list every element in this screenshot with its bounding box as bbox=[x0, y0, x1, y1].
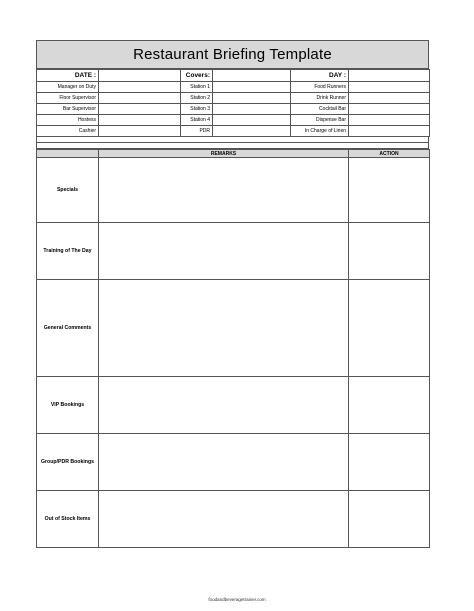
action-field[interactable] bbox=[349, 158, 430, 223]
station-name-field[interactable] bbox=[213, 115, 291, 126]
staff-name-field[interactable] bbox=[99, 126, 181, 137]
staff-name-field[interactable] bbox=[99, 104, 181, 115]
date-label: DATE : bbox=[37, 70, 99, 82]
remarks-field[interactable] bbox=[99, 491, 349, 548]
action-field[interactable] bbox=[349, 491, 430, 548]
date-field[interactable] bbox=[99, 70, 181, 82]
staff-row bbox=[37, 93, 430, 104]
remarks-field[interactable] bbox=[99, 377, 349, 434]
footer-url: foodandbeveragetrainer.com bbox=[208, 597, 266, 602]
remarks-row bbox=[37, 491, 430, 548]
action-field[interactable] bbox=[349, 223, 430, 280]
staff-role-label: Hostess bbox=[37, 115, 99, 126]
staff-row bbox=[37, 82, 430, 93]
section-label: Group/PDR Bookings bbox=[37, 434, 99, 491]
station-label: Station 4 bbox=[181, 115, 213, 126]
staff-name-field[interactable] bbox=[99, 115, 181, 126]
remarks-field[interactable] bbox=[99, 158, 349, 223]
support-name-field[interactable] bbox=[349, 93, 430, 104]
section-label: General Comments bbox=[37, 280, 99, 377]
staff-role-label: Bar Supervisor bbox=[37, 104, 99, 115]
staff-row bbox=[37, 115, 430, 126]
section-label: Out of Stock Items bbox=[37, 491, 99, 548]
info-grid bbox=[36, 69, 430, 137]
support-role-label: Food Runners bbox=[291, 82, 349, 93]
day-field[interactable] bbox=[349, 70, 430, 82]
support-name-field[interactable] bbox=[349, 82, 430, 93]
covers-label: Covers: bbox=[181, 70, 213, 82]
support-name-field[interactable] bbox=[349, 126, 430, 137]
remarks-field[interactable] bbox=[99, 223, 349, 280]
action-header: ACTION bbox=[349, 150, 430, 158]
briefing-sheet bbox=[36, 40, 429, 548]
station-name-field[interactable] bbox=[213, 93, 291, 104]
section-label: Training of The Day bbox=[37, 223, 99, 280]
remarks-row bbox=[37, 223, 430, 280]
day-label: DAY : bbox=[291, 70, 349, 82]
action-field[interactable] bbox=[349, 377, 430, 434]
section-label: VIP Bookings bbox=[37, 377, 99, 434]
remarks-header-row bbox=[37, 150, 430, 158]
support-name-field[interactable] bbox=[349, 115, 430, 126]
header-row bbox=[37, 70, 430, 82]
station-label: PDR bbox=[181, 126, 213, 137]
station-label: Station 3 bbox=[181, 104, 213, 115]
remarks-row bbox=[37, 158, 430, 223]
station-name-field[interactable] bbox=[213, 82, 291, 93]
remarks-table bbox=[36, 149, 430, 548]
remarks-field[interactable] bbox=[99, 434, 349, 491]
section-label: Specials bbox=[37, 158, 99, 223]
staff-role-label: Manager on Duty bbox=[37, 82, 99, 93]
support-role-label: Cocktail Bar bbox=[291, 104, 349, 115]
staff-name-field[interactable] bbox=[99, 82, 181, 93]
remarks-row bbox=[37, 280, 430, 377]
staff-row bbox=[37, 104, 430, 115]
action-field[interactable] bbox=[349, 280, 430, 377]
remarks-row bbox=[37, 377, 430, 434]
support-role-label: In Charge of Linen bbox=[291, 126, 349, 137]
staff-name-field[interactable] bbox=[99, 93, 181, 104]
staff-row bbox=[37, 126, 430, 137]
remarks-row bbox=[37, 434, 430, 491]
section-header-cell bbox=[37, 150, 99, 158]
station-label: Station 1 bbox=[181, 82, 213, 93]
station-label: Station 2 bbox=[181, 93, 213, 104]
station-name-field[interactable] bbox=[213, 126, 291, 137]
document-title: Restaurant Briefing Template bbox=[36, 40, 429, 69]
remarks-header: REMARKS bbox=[99, 150, 349, 158]
remarks-field[interactable] bbox=[99, 280, 349, 377]
support-role-label: Dispense Bar bbox=[291, 115, 349, 126]
support-role-label: Drink Runner bbox=[291, 93, 349, 104]
support-name-field[interactable] bbox=[349, 104, 430, 115]
staff-role-label: Cashier bbox=[37, 126, 99, 137]
action-field[interactable] bbox=[349, 434, 430, 491]
covers-field[interactable] bbox=[213, 70, 291, 82]
staff-role-label: Floor Supervisor bbox=[37, 93, 99, 104]
station-name-field[interactable] bbox=[213, 104, 291, 115]
